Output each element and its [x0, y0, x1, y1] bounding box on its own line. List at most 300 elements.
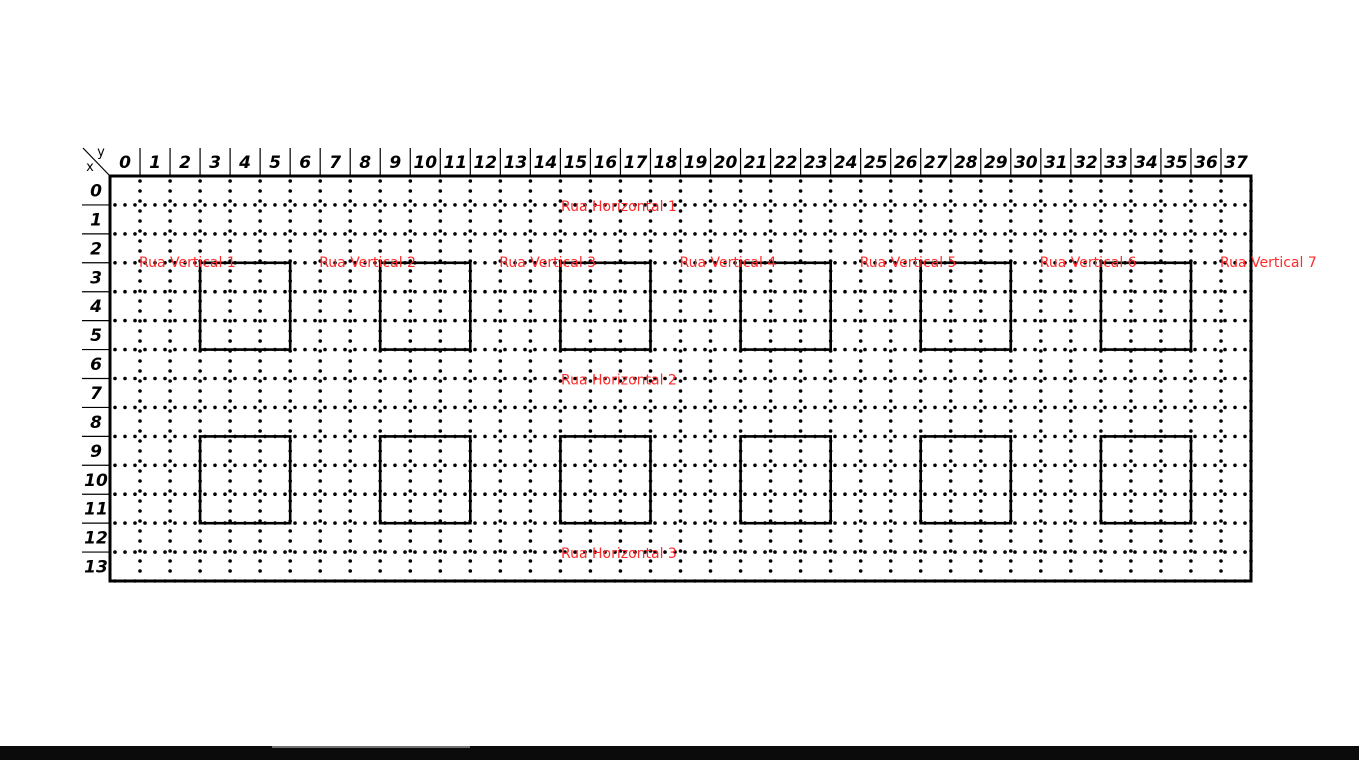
grid-dot	[1099, 359, 1103, 363]
grid-dot	[198, 209, 202, 213]
grid-dot	[1219, 319, 1223, 323]
grid-dot	[873, 550, 877, 554]
grid-dot	[288, 219, 292, 223]
grid-dot	[228, 479, 232, 483]
grid-dot	[1249, 429, 1253, 433]
grid-dot	[979, 429, 983, 433]
grid-dot	[473, 435, 477, 439]
grid-dot	[903, 203, 907, 207]
grid-dot	[1039, 319, 1043, 323]
grid-dot	[1069, 179, 1073, 183]
grid-dot	[679, 319, 683, 323]
grid-dot	[673, 435, 677, 439]
grid-dot	[313, 290, 317, 294]
grid-dot	[603, 232, 607, 236]
grid-dot	[773, 550, 777, 554]
grid-dot	[799, 389, 803, 393]
grid-dot	[1189, 209, 1193, 213]
grid-dot	[679, 359, 683, 363]
grid-dot	[913, 464, 917, 468]
grid-dot	[953, 319, 957, 323]
grid-dot	[138, 399, 142, 403]
row-label: 8	[90, 412, 102, 433]
grid-dot	[288, 559, 292, 563]
grid-dot	[283, 290, 287, 294]
grid-dot	[293, 521, 297, 525]
grid-dot	[233, 319, 237, 323]
grid-dot	[859, 179, 863, 183]
grid-dot	[883, 290, 887, 294]
grid-dot	[439, 199, 443, 203]
grid-dot	[813, 203, 817, 207]
grid-dot	[168, 239, 172, 243]
grid-dot	[198, 539, 202, 543]
grid-dot	[163, 348, 167, 352]
grid-dot	[1223, 492, 1227, 496]
grid-dot	[1159, 559, 1163, 563]
grid-dot	[783, 290, 787, 294]
grid-dot	[258, 279, 262, 283]
grid-dot	[773, 203, 777, 207]
grid-dot	[1193, 521, 1197, 525]
grid-dot	[633, 492, 637, 496]
grid-dot	[739, 209, 743, 213]
grid-dot	[318, 439, 322, 443]
grid-dot	[313, 261, 317, 265]
grid-dot	[228, 199, 232, 203]
grid-dot	[859, 329, 863, 333]
grid-dot	[619, 469, 623, 473]
grid-dot	[823, 550, 827, 554]
grid-dot	[533, 464, 537, 468]
grid-dot	[683, 406, 687, 410]
grid-dot	[1219, 239, 1223, 243]
grid-dot	[623, 406, 627, 410]
grid-dot	[513, 290, 517, 294]
grid-dot	[193, 377, 197, 381]
grid-dot	[913, 377, 917, 381]
grid-dot	[793, 550, 797, 554]
grid-dot	[228, 279, 232, 283]
grid-dot	[1069, 199, 1073, 203]
grid-dot	[469, 209, 473, 213]
grid-dot	[318, 549, 322, 553]
grid-dot	[859, 399, 863, 403]
grid-dot	[773, 464, 777, 468]
grid-dot	[949, 219, 953, 223]
grid-dot	[649, 239, 653, 243]
grid-dot	[143, 579, 147, 583]
grid-dot	[198, 409, 202, 413]
grid-dot	[318, 479, 322, 483]
grid-dot	[943, 232, 947, 236]
grid-dot	[493, 348, 497, 352]
grid-dot	[173, 579, 177, 583]
grid-dot	[253, 492, 257, 496]
grid-dot	[843, 435, 847, 439]
grid-dot	[733, 377, 737, 381]
grid-dot	[1129, 429, 1133, 433]
grid-dot	[469, 429, 473, 433]
grid-dot	[613, 319, 617, 323]
grid-dot	[183, 203, 187, 207]
horizontal-street-label: Rua Horizontal 2	[561, 372, 677, 389]
grid-dot	[273, 290, 277, 294]
grid-dot	[889, 419, 893, 423]
grid-dot	[953, 232, 957, 236]
grid-dot	[348, 419, 352, 423]
grid-dot	[409, 549, 413, 553]
grid-dot	[1219, 529, 1223, 533]
grid-dot	[493, 319, 497, 323]
grid-dot	[1043, 550, 1047, 554]
grid-dot	[258, 299, 262, 303]
grid-dot	[168, 189, 172, 193]
grid-dot	[1093, 550, 1097, 554]
grid-dot	[1153, 406, 1157, 410]
grid-dot	[1129, 229, 1133, 233]
grid-dot	[653, 232, 657, 236]
grid-dot	[113, 261, 117, 265]
grid-dot	[1003, 203, 1007, 207]
grid-dot	[348, 529, 352, 533]
grid-dot	[373, 464, 377, 468]
grid-dot	[523, 232, 527, 236]
grid-dot	[529, 309, 533, 313]
grid-dot	[683, 492, 687, 496]
corner-x-label: x	[86, 160, 94, 175]
grid-dot	[163, 290, 167, 294]
grid-dot	[138, 509, 142, 513]
grid-dot	[803, 579, 807, 583]
grid-dot	[293, 492, 297, 496]
grid-dot	[593, 319, 597, 323]
grid-dot	[1203, 203, 1207, 207]
grid-dot	[223, 290, 227, 294]
grid-dot	[843, 377, 847, 381]
grid-dot	[173, 492, 177, 496]
grid-dot	[799, 399, 803, 403]
grid-dot	[919, 419, 923, 423]
grid-dot	[573, 406, 577, 410]
grid-dot	[619, 569, 623, 573]
grid-dot	[963, 319, 967, 323]
grid-dot	[529, 509, 533, 513]
grid-dot	[348, 539, 352, 543]
grid-dot	[283, 464, 287, 468]
grid-dot	[403, 406, 407, 410]
grid-dot	[453, 579, 457, 583]
grid-dot	[413, 492, 417, 496]
grid-dot	[1193, 348, 1197, 352]
grid-dot	[163, 203, 167, 207]
grid-dot	[469, 199, 473, 203]
grid-dot	[1159, 489, 1163, 493]
grid-dot	[889, 219, 893, 223]
grid-dot	[693, 290, 697, 294]
grid-dot	[503, 290, 507, 294]
grid-dot	[1249, 509, 1253, 513]
grid-dot	[769, 369, 773, 373]
grid-dot	[143, 521, 147, 525]
grid-dot	[889, 209, 893, 213]
grid-dot	[933, 492, 937, 496]
grid-dot	[1173, 377, 1177, 381]
grid-dot	[679, 409, 683, 413]
grid-dot	[823, 319, 827, 323]
grid-dot	[483, 579, 487, 583]
grid-dot	[1129, 189, 1133, 193]
grid-dot	[193, 232, 197, 236]
grid-dot	[1243, 550, 1247, 554]
grid-dot	[499, 359, 503, 363]
column-label: 27	[923, 153, 948, 173]
grid-dot	[439, 209, 443, 213]
grid-dot	[273, 203, 277, 207]
grid-dot	[1093, 348, 1097, 352]
grid-dot	[769, 559, 773, 563]
grid-dot	[709, 529, 713, 533]
grid-dot	[293, 203, 297, 207]
grid-dot	[589, 499, 593, 503]
grid-dot	[553, 203, 557, 207]
grid-dot	[469, 379, 473, 383]
grid-dot	[258, 559, 262, 563]
grid-dot	[343, 319, 347, 323]
grid-dot	[979, 179, 983, 183]
grid-dot	[1003, 406, 1007, 410]
grid-dot	[513, 521, 517, 525]
grid-dot	[413, 464, 417, 468]
column-label: 25	[863, 153, 888, 173]
grid-dot	[163, 377, 167, 381]
grid-dot	[1073, 290, 1077, 294]
grid-dot	[973, 406, 977, 410]
grid-dot	[473, 348, 477, 352]
grid-dot	[409, 389, 413, 393]
grid-dot	[138, 569, 142, 573]
grid-dot	[713, 348, 717, 352]
grid-dot	[559, 229, 563, 233]
grid-dot	[773, 377, 777, 381]
grid-dot	[1123, 464, 1127, 468]
grid-dot	[1219, 479, 1223, 483]
grid-dot	[619, 289, 623, 293]
grid-dot	[589, 419, 593, 423]
grid-dot	[793, 290, 797, 294]
grid-dot	[523, 377, 527, 381]
grid-dot	[889, 369, 893, 373]
grid-dot	[288, 359, 292, 363]
grid-dot	[1083, 435, 1087, 439]
grid-dot	[503, 377, 507, 381]
grid-dot	[913, 492, 917, 496]
grid-dot	[993, 232, 997, 236]
grid-dot	[499, 399, 503, 403]
grid-dot	[138, 239, 142, 243]
grid-dot	[378, 569, 382, 573]
grid-dot	[763, 550, 767, 554]
grid-dot	[739, 399, 743, 403]
grid-dot	[153, 521, 157, 525]
grid-dot	[258, 199, 262, 203]
grid-dot	[378, 409, 382, 413]
grid-dot	[763, 464, 767, 468]
grid-dot	[1213, 261, 1217, 265]
grid-dot	[1219, 299, 1223, 303]
grid-dot	[679, 569, 683, 573]
grid-dot	[709, 399, 713, 403]
grid-dot	[663, 521, 667, 525]
grid-dot	[723, 232, 727, 236]
grid-dot	[1193, 319, 1197, 323]
grid-dot	[863, 290, 867, 294]
grid-dot	[223, 579, 227, 583]
grid-dot	[198, 569, 202, 573]
grid-dot	[1159, 369, 1163, 373]
grid-dot	[453, 319, 457, 323]
grid-dot	[493, 377, 497, 381]
grid-dot	[709, 469, 713, 473]
grid-dot	[1013, 579, 1017, 583]
grid-dot	[1063, 290, 1067, 294]
grid-dot	[529, 219, 533, 223]
grid-dot	[1159, 569, 1163, 573]
grid-dot	[409, 379, 413, 383]
grid-dot	[1053, 348, 1057, 352]
grid-dot	[1193, 290, 1197, 294]
grid-dot	[703, 492, 707, 496]
grid-dot	[903, 492, 907, 496]
grid-dot	[409, 529, 413, 533]
grid-dot	[1063, 406, 1067, 410]
grid-dot	[823, 377, 827, 381]
grid-dot	[1009, 179, 1013, 183]
grid-dot	[683, 290, 687, 294]
grid-dot	[288, 229, 292, 233]
grid-dot	[529, 359, 533, 363]
grid-dot	[829, 409, 833, 413]
grid-dot	[793, 492, 797, 496]
grid-dot	[533, 579, 537, 583]
grid-dot	[133, 464, 137, 468]
grid-dot	[889, 299, 893, 303]
grid-dot	[348, 429, 352, 433]
grid-dot	[1033, 464, 1037, 468]
grid-dot	[643, 492, 647, 496]
city-block	[380, 436, 470, 523]
grid-dot	[333, 377, 337, 381]
grid-dot	[769, 389, 773, 393]
grid-dot	[613, 406, 617, 410]
grid-dot	[439, 559, 443, 563]
grid-dot	[679, 219, 683, 223]
grid-dot	[1173, 464, 1177, 468]
grid-dot	[393, 290, 397, 294]
grid-dot	[649, 399, 653, 403]
grid-dot	[983, 232, 987, 236]
grid-dot	[663, 261, 667, 265]
grid-dot	[623, 492, 627, 496]
grid-dot	[769, 209, 773, 213]
grid-dot	[713, 550, 717, 554]
grid-dot	[523, 319, 527, 323]
grid-dot	[113, 377, 117, 381]
grid-dot	[1249, 279, 1253, 283]
grid-dot	[679, 549, 683, 553]
grid-dot	[683, 319, 687, 323]
taskbar-tab[interactable]	[272, 746, 470, 748]
grid-dot	[769, 509, 773, 513]
grid-dot	[829, 379, 833, 383]
column-label: 14	[533, 153, 558, 173]
grid-dot	[228, 539, 232, 543]
grid-dot	[483, 232, 487, 236]
grid-dot	[163, 319, 167, 323]
grid-dot	[258, 389, 262, 393]
grid-dot	[439, 389, 443, 393]
grid-dot	[1173, 319, 1177, 323]
grid-dot	[1249, 319, 1253, 323]
grid-dot	[463, 232, 467, 236]
grid-dot	[1133, 550, 1137, 554]
grid-dot	[1219, 339, 1223, 343]
grid-dot	[378, 359, 382, 363]
grid-dot	[723, 406, 727, 410]
grid-dot	[1083, 232, 1087, 236]
grid-dot	[228, 559, 232, 563]
grid-dot	[258, 189, 262, 193]
grid-dot	[258, 499, 262, 503]
grid-dot	[138, 219, 142, 223]
grid-dot	[283, 377, 287, 381]
grid-dot	[138, 479, 142, 483]
grid-dot	[168, 309, 172, 313]
grid-dot	[1023, 435, 1027, 439]
grid-dot	[383, 579, 387, 583]
grid-dot	[679, 179, 683, 183]
city-block	[200, 263, 290, 350]
grid-dot	[313, 435, 317, 439]
grid-dot	[949, 379, 953, 383]
grid-dot	[979, 369, 983, 373]
grid-dot	[403, 579, 407, 583]
grid-dot	[303, 521, 307, 525]
grid-dot	[683, 464, 687, 468]
grid-dot	[1069, 499, 1073, 503]
grid-dot	[409, 319, 413, 323]
grid-dot	[363, 290, 367, 294]
grid-dot	[1203, 464, 1207, 468]
city-block	[1101, 263, 1191, 350]
grid-dot	[348, 469, 352, 473]
grid-dot	[503, 521, 507, 525]
grid-dot	[1043, 492, 1047, 496]
grid-dot	[889, 529, 893, 533]
grid-dot	[873, 348, 877, 352]
grid-dot	[679, 239, 683, 243]
grid-dot	[733, 232, 737, 236]
grid-dot	[529, 459, 533, 463]
grid-dot	[843, 464, 847, 468]
grid-dot	[163, 464, 167, 468]
grid-dot	[769, 279, 773, 283]
grid-dot	[739, 189, 743, 193]
grid-dot	[1159, 449, 1163, 453]
grid-dot	[503, 464, 507, 468]
grid-dot	[859, 509, 863, 513]
grid-dot	[1159, 529, 1163, 533]
